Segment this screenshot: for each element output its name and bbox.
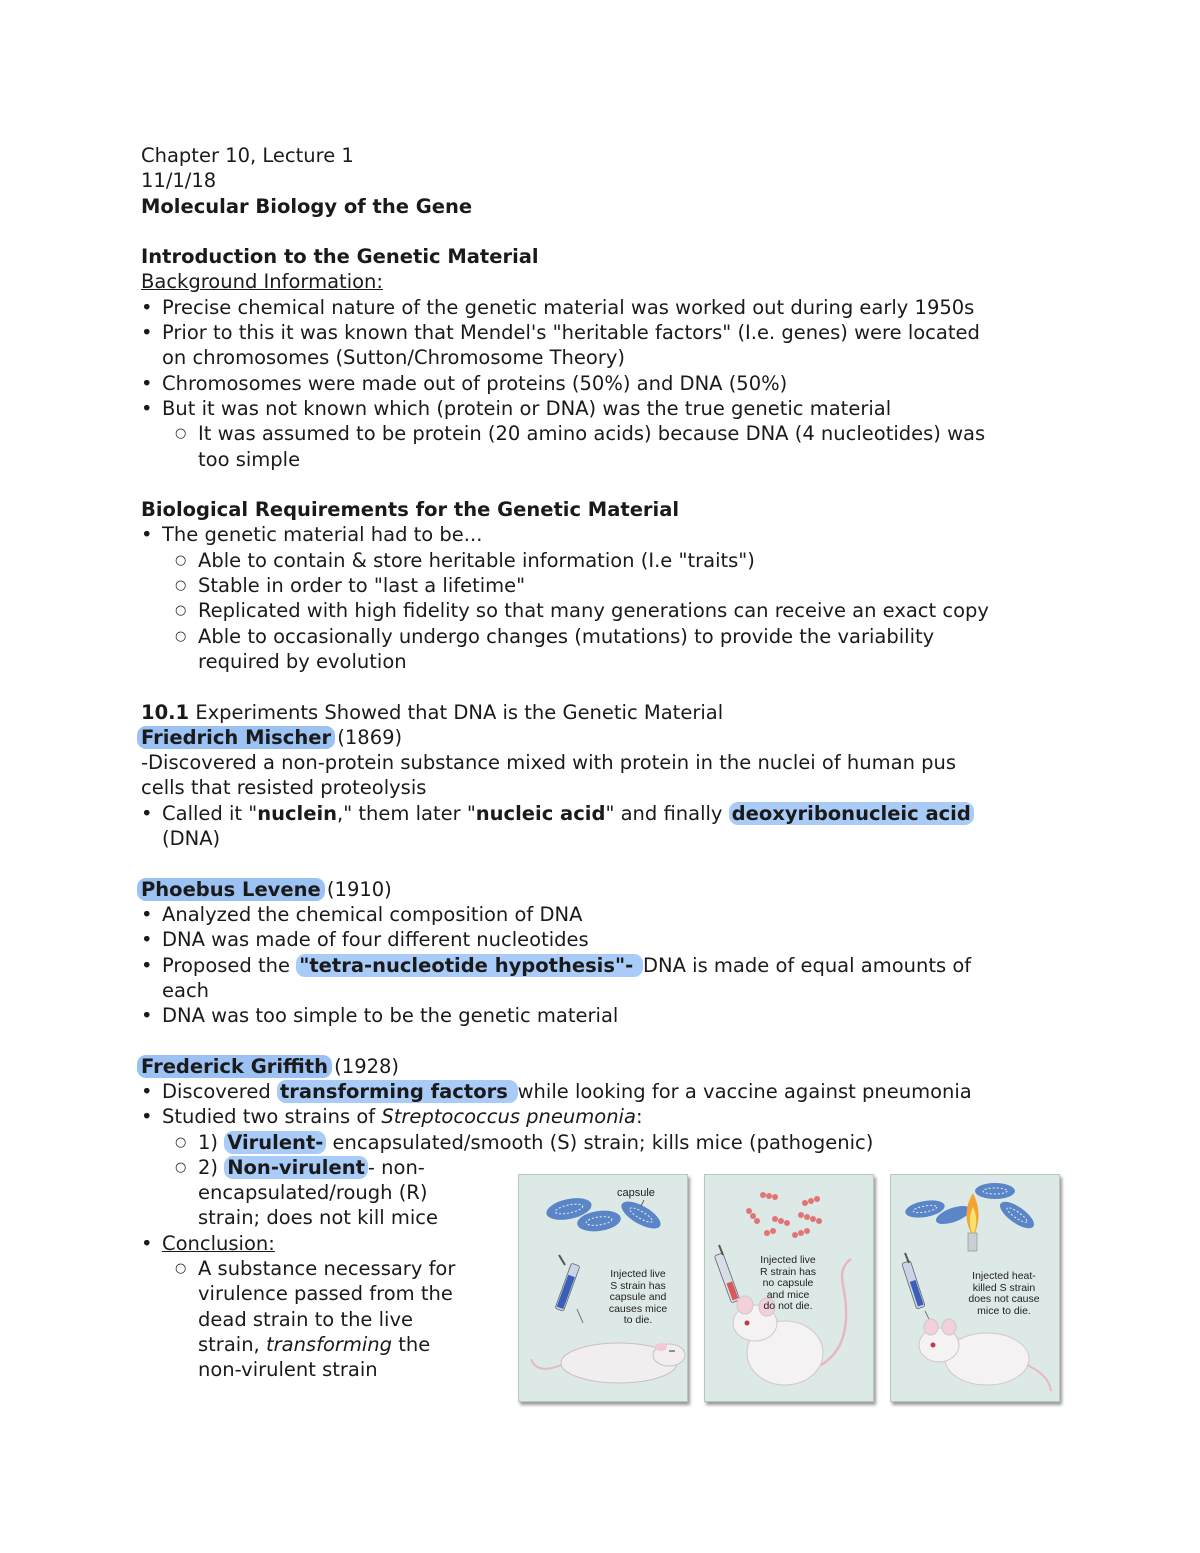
virulent-highlight: Virulent- bbox=[224, 1131, 326, 1154]
bullet-continuation: each bbox=[162, 978, 210, 1002]
griffith-experiment-figure bbox=[518, 1174, 1050, 1402]
syringe-icon bbox=[555, 1255, 583, 1323]
sub-bullet-continuation: strain, transforming the bbox=[198, 1332, 431, 1356]
capsule-bacteria-icon bbox=[544, 1194, 664, 1234]
bullet-item: • DNA was made of four different nucleotides bbox=[141, 928, 589, 952]
sub-bullet-item: ○ 1) Virulent- encapsulated/smooth (S) strain; kills mice (pathogenic) bbox=[175, 1130, 874, 1154]
syringe-icon bbox=[902, 1253, 931, 1323]
sub-bullet-item: ○ Stable in order to "last a lifetime" bbox=[175, 574, 526, 598]
figure-panel-live-s-strain bbox=[518, 1174, 688, 1402]
document-title: Molecular Biology of the Gene bbox=[141, 194, 473, 218]
section-heading: 10.1 Experiments Showed that DNA is the Genetic Material bbox=[141, 700, 724, 724]
bullet-item: • Discovered transforming factors while looking for a vaccine against pneumonia bbox=[141, 1079, 972, 1103]
sub-bullet-continuation: too simple bbox=[198, 447, 301, 471]
requirements-heading: Biological Requirements for the Genetic Material bbox=[141, 498, 680, 522]
mischer-desc: cells that resisted proteolysis bbox=[141, 776, 427, 800]
bullet-continuation: on chromosomes (Sutton/Chromosome Theory) bbox=[162, 346, 626, 370]
non-virulent-highlight: Non-virulent bbox=[224, 1156, 368, 1179]
mischer-desc: -Discovered a non-protein substance mixed with protein in the nuclei of human pus bbox=[141, 751, 957, 775]
griffith-heading: Frederick Griffith (1928) bbox=[141, 1054, 1061, 1079]
levene-heading: Phoebus Levene (1910) bbox=[141, 877, 1061, 902]
sub-bullet-continuation: required by evolution bbox=[198, 649, 407, 673]
sub-bullet-continuation: virulence passed from the bbox=[198, 1282, 453, 1306]
bullet-item: • But it was not known which (protein or DNA) was the true genetic material bbox=[141, 396, 892, 420]
dna-highlight: deoxyribonucleic acid bbox=[729, 802, 974, 825]
bullet-item: • Analyzed the chemical composition of DNA bbox=[141, 902, 583, 926]
bullet-item: • Chromosomes were made out of proteins (50%) and DNA (50%) bbox=[141, 371, 788, 395]
hypothesis-highlight: "tetra-nucleotide hypothesis"- bbox=[296, 954, 643, 977]
sub-bullet-item: ○ It was assumed to be protein (20 amino acids) because DNA (4 nucleotides) was bbox=[175, 422, 986, 446]
date-line: 11/1/18 bbox=[141, 169, 217, 193]
live-mouse-icon bbox=[919, 1319, 1051, 1391]
bullet-item: • The genetic material had to be... bbox=[141, 523, 483, 547]
panel-caption: Injected live R strain has no capsule and mice do not die. bbox=[759, 1254, 817, 1312]
rough-bacteria-icon bbox=[746, 1192, 822, 1238]
sub-bullet-item: ○ A substance necessary for bbox=[175, 1257, 456, 1281]
chapter-line: Chapter 10, Lecture 1 bbox=[141, 144, 354, 167]
sub-bullet-continuation: encapsulated/rough (R) bbox=[198, 1181, 428, 1205]
sub-bullet-continuation: strain; does not kill mice bbox=[198, 1206, 438, 1230]
sub-bullet-item: ○ Replicated with high fidelity so that many generations can receive an exact copy bbox=[175, 599, 989, 623]
dead-mouse-icon bbox=[531, 1343, 685, 1383]
sub-bullet-continuation: dead strain to the live bbox=[198, 1307, 413, 1331]
panel-caption: Injected heat- killed S strain does not cause mice to die. bbox=[968, 1270, 1040, 1317]
bullet-item: • Conclusion: bbox=[141, 1231, 275, 1255]
bullet-continuation: (DNA) bbox=[162, 827, 221, 851]
griffith-name: Frederick Griffith bbox=[137, 1055, 332, 1078]
mischer-heading: Friedrich Mischer (1869) bbox=[141, 725, 1061, 750]
levene-name: Phoebus Levene bbox=[137, 878, 325, 901]
intro-heading: Introduction to the Genetic Material bbox=[141, 245, 539, 269]
bullet-item: • Called it "nuclein," them later "nucleic acid" and finally deoxyribonucleic acid bbox=[141, 801, 1061, 826]
mischer-name: Friedrich Mischer bbox=[137, 726, 335, 749]
panel-caption: Injected live S strain has capsule and causes mice to die. bbox=[608, 1268, 668, 1326]
sub-bullet-continuation: non-virulent strain bbox=[198, 1358, 378, 1382]
bullet-item: • Proposed the "tetra-nucleotide hypothesis"- DNA is made of equal amounts of bbox=[141, 953, 972, 977]
bullet-item: • DNA was too simple to be the genetic material bbox=[141, 1004, 619, 1028]
figure-panel-heat-killed-s-strain bbox=[890, 1174, 1060, 1402]
transforming-highlight: transforming factors bbox=[277, 1080, 518, 1103]
flame-icon bbox=[966, 1193, 978, 1251]
sub-bullet-item: ○ Able to occasionally undergo changes (mutations) to provide the variability bbox=[175, 624, 935, 648]
bullet-item: • Precise chemical nature of the genetic material was worked out during early 1950s bbox=[141, 295, 975, 319]
figure-panel-live-r-strain bbox=[704, 1174, 874, 1402]
sub-bullet-item: ○ 2) Non-virulent - non- bbox=[175, 1155, 425, 1179]
sub-bullet-item: ○ Able to contain & store heritable information (I.e "traits") bbox=[175, 548, 755, 572]
bullet-item: • Prior to this it was known that Mendel's "heritable factors" (I.e. genes) were located bbox=[141, 321, 980, 345]
capsule-label: capsule bbox=[617, 1187, 655, 1199]
bullet-item: • Studied two strains of Streptococcus pneumonia: bbox=[141, 1105, 643, 1129]
background-subheading: Background Information: bbox=[141, 270, 383, 294]
